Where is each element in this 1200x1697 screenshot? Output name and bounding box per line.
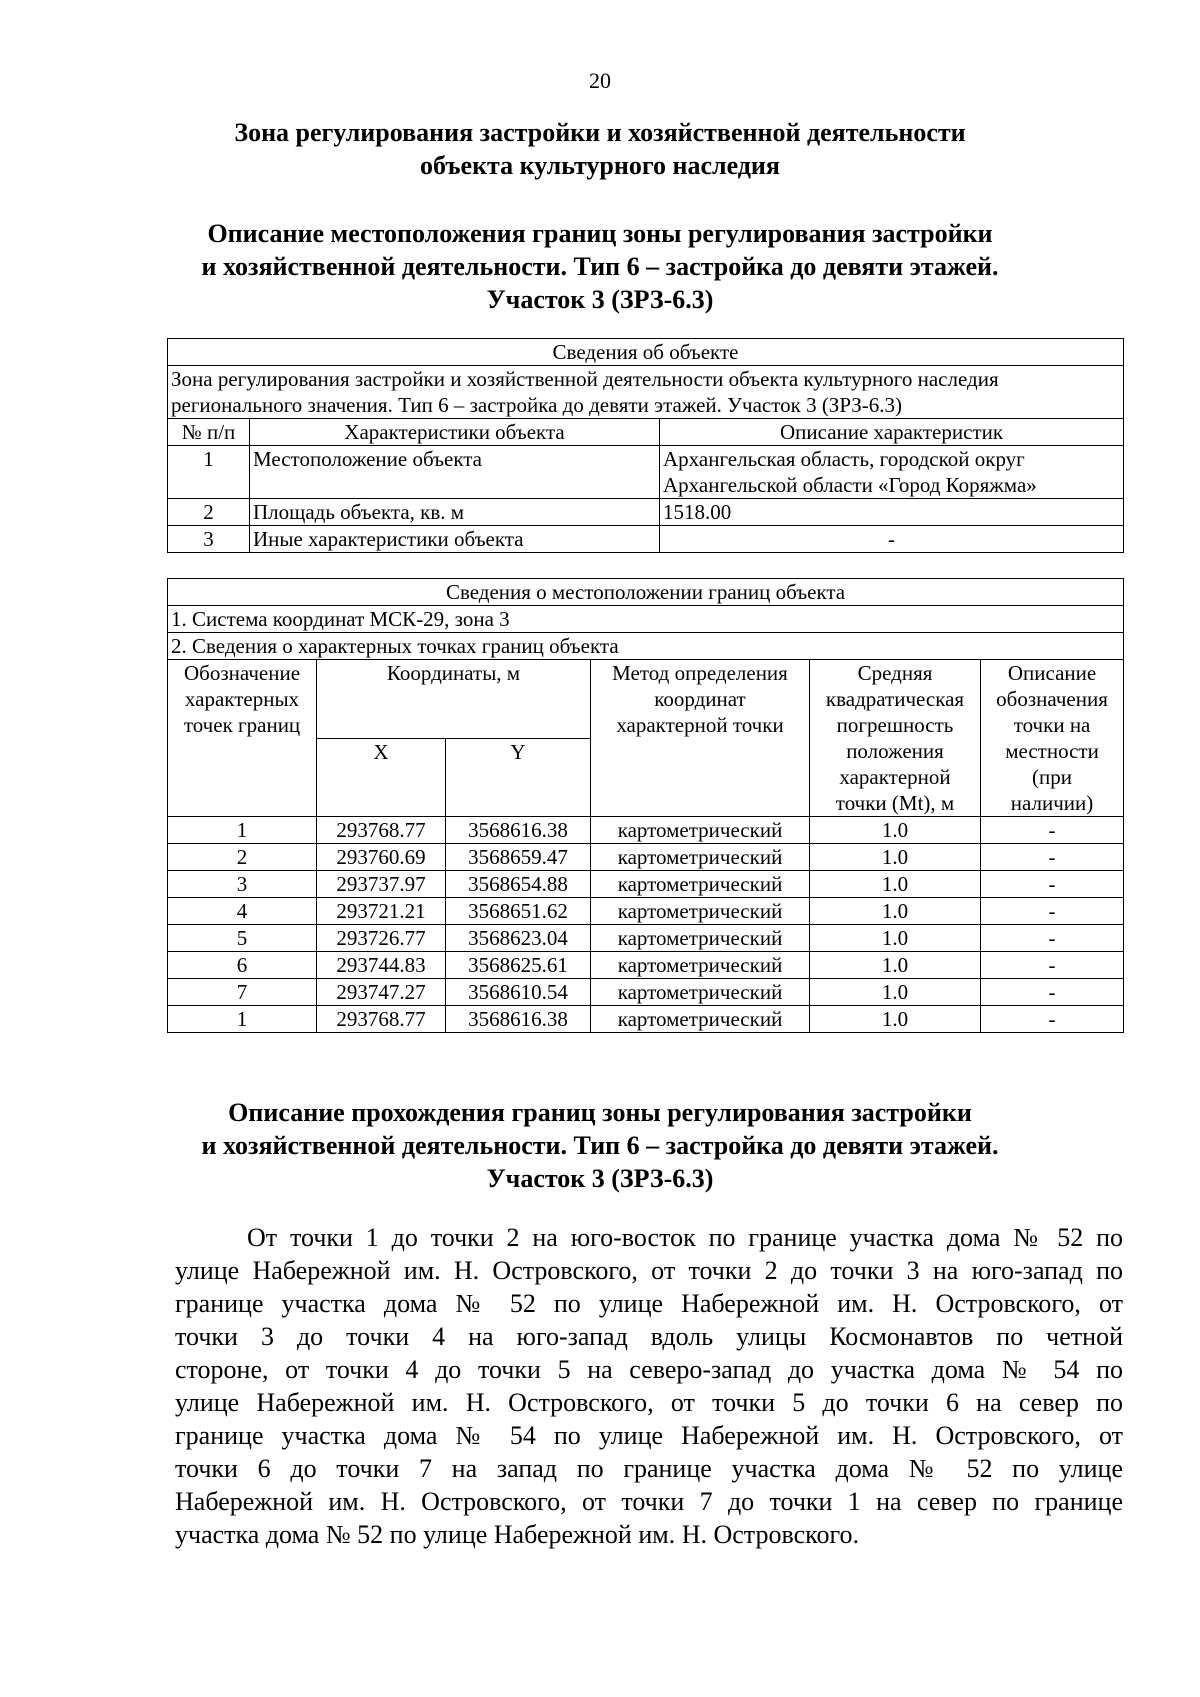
table-row xyxy=(168,1006,1124,1033)
coord-x: 293768.77 xyxy=(317,817,446,844)
page-number: 20 xyxy=(589,68,611,93)
method: картометрический xyxy=(591,952,810,979)
boundary-table-caption: Сведения о местоположении границ объекта xyxy=(168,579,1124,606)
point-designation: 6 xyxy=(168,952,317,979)
note: - xyxy=(981,844,1124,871)
mean-error: 1.0 xyxy=(810,1006,981,1033)
row-name: Иные характеристики объекта xyxy=(250,526,660,553)
table-row xyxy=(168,499,1124,526)
point-designation: 1 xyxy=(168,1006,317,1033)
method: картометрический xyxy=(591,844,810,871)
column-header-description: Описание характеристик xyxy=(660,419,1124,446)
row-value xyxy=(660,446,1124,499)
coord-y: 3568616.38 xyxy=(446,1006,591,1033)
coord-y: 3568659.47 xyxy=(446,844,591,871)
note: - xyxy=(981,871,1124,898)
table-row xyxy=(168,526,1124,553)
method: картометрический xyxy=(591,1006,810,1033)
header-line: характерной точки xyxy=(616,713,784,737)
table-row xyxy=(168,925,1124,952)
header-y: Y xyxy=(446,738,591,817)
heading-line: Описание местоположения границ зоны регулирования застройки xyxy=(207,219,993,248)
point-designation: 5 xyxy=(168,925,317,952)
coord-x: 293768.77 xyxy=(317,1006,446,1033)
coord-y: 3568623.04 xyxy=(446,925,591,952)
row-value: 1518.00 xyxy=(660,499,1124,526)
method: картометрический xyxy=(591,871,810,898)
table-row xyxy=(168,952,1124,979)
coord-y: 3568610.54 xyxy=(446,979,591,1006)
point-designation: 3 xyxy=(168,871,317,898)
header-line: местности xyxy=(1005,739,1099,763)
coord-x: 293760.69 xyxy=(317,844,446,871)
header-line: точки на xyxy=(1013,713,1091,737)
object-description-line: Зона регулирования застройки и хозяйственной деятельности объекта культурного наследия xyxy=(171,367,999,391)
note: - xyxy=(981,898,1124,925)
column-header-num: № п/п xyxy=(168,419,250,446)
title-line: объекта культурного наследия xyxy=(420,151,780,180)
row-value-line: Архангельская область, городской округ xyxy=(663,447,1025,471)
paragraph-line: точки 6 до точки 7 на запад по границе участка дома № 52 по улице xyxy=(175,1454,1123,1483)
title-line: Зона регулирования застройки и хозяйственной деятельности xyxy=(234,118,966,147)
mean-error: 1.0 xyxy=(810,898,981,925)
coord-x: 293726.77 xyxy=(317,925,446,952)
point-designation: 4 xyxy=(168,898,317,925)
header-line: характерной xyxy=(839,765,951,789)
header-error xyxy=(810,660,981,817)
mean-error: 1.0 xyxy=(810,871,981,898)
document-title xyxy=(150,116,1050,182)
coord-x: 293737.97 xyxy=(317,871,446,898)
boundary-passage-heading xyxy=(150,1096,1050,1195)
row-name: Местоположение объекта xyxy=(250,446,660,499)
heading-line: и хозяйственной деятельности. Тип 6 – застройка до девяти этажей. xyxy=(201,252,999,281)
object-info-table xyxy=(167,338,1124,553)
row-value-line: Архангельской области «Город Коряжма» xyxy=(663,473,1037,497)
row-value: - xyxy=(660,526,1124,553)
coord-y: 3568654.88 xyxy=(446,871,591,898)
mean-error: 1.0 xyxy=(810,817,981,844)
object-description xyxy=(168,366,1124,419)
table-row xyxy=(168,871,1124,898)
table-row xyxy=(168,979,1124,1006)
method: картометрический xyxy=(591,979,810,1006)
header-method xyxy=(591,660,810,817)
paragraph-line: От точки 1 до точки 2 на юго-восток по границе участка дома № 52 по xyxy=(247,1223,1123,1252)
table-row xyxy=(168,844,1124,871)
header-line: Обозначение xyxy=(183,661,301,685)
paragraph-line: стороне, от точки 4 до точки 5 на северо-запад до участка дома № 54 по xyxy=(175,1355,1123,1384)
paragraph-line: границе участка дома № 54 по улице Набережной им. Н. Островского, от xyxy=(175,1421,1123,1450)
header-line: точки (Mt), м xyxy=(835,791,955,815)
coord-y: 3568616.38 xyxy=(446,817,591,844)
header-note xyxy=(981,660,1124,817)
boundary-points-table xyxy=(167,578,1124,1033)
paragraph-line: Набережной им. Н. Островского, от точки 7 до точки 1 на север по границе xyxy=(175,1487,1123,1516)
row-num: 2 xyxy=(168,499,250,526)
table-row xyxy=(168,446,1124,499)
header-line: Метод определения xyxy=(612,661,788,685)
location-description-heading xyxy=(150,217,1050,316)
row-num: 3 xyxy=(168,526,250,553)
paragraph-line: участка дома № 52 по улице Набережной им. Н. Островского. xyxy=(175,1520,859,1549)
header-line: погрешность xyxy=(836,713,954,737)
header-line: наличии) xyxy=(1010,791,1094,815)
point-designation: 2 xyxy=(168,844,317,871)
heading-line: Участок 3 (ЗРЗ-6.3) xyxy=(486,1164,714,1193)
method: картометрический xyxy=(591,817,810,844)
header-line: положения xyxy=(846,739,944,763)
object-table-caption: Сведения об объекте xyxy=(168,339,1124,366)
table-row xyxy=(168,898,1124,925)
coord-y: 3568625.61 xyxy=(446,952,591,979)
header-line: Описание xyxy=(1007,661,1097,685)
header-line: точек границ xyxy=(183,713,301,737)
note: - xyxy=(981,952,1124,979)
mean-error: 1.0 xyxy=(810,925,981,952)
header-line: Средняя xyxy=(857,661,933,685)
header-x: X xyxy=(317,738,446,817)
coord-x: 293721.21 xyxy=(317,898,446,925)
paragraph-line: точки 3 до точки 4 на юго-запад вдоль улицы Космонавтов по четной xyxy=(175,1322,1123,1351)
paragraph-line: границе участка дома № 52 по улице Набережной им. Н. Островского, от xyxy=(175,1289,1123,1318)
note: - xyxy=(981,817,1124,844)
points-caption: 2. Сведения о характерных точках границ объекта xyxy=(168,633,1124,660)
boundary-description-paragraph xyxy=(175,1221,1123,1551)
note: - xyxy=(981,979,1124,1006)
column-header-characteristics: Характеристики объекта xyxy=(250,419,660,446)
row-num: 1 xyxy=(168,446,250,499)
mean-error: 1.0 xyxy=(810,979,981,1006)
note: - xyxy=(981,925,1124,952)
coordinate-system: 1. Система координат МСК-29, зона 3 xyxy=(168,606,1124,633)
header-point-designation xyxy=(168,660,317,817)
header-line: (при xyxy=(1032,765,1073,789)
header-line: координат xyxy=(654,687,746,711)
mean-error: 1.0 xyxy=(810,952,981,979)
header-line: характерных xyxy=(184,687,300,711)
header-line: обозначения xyxy=(996,687,1108,711)
mean-error: 1.0 xyxy=(810,844,981,871)
coord-x: 293747.27 xyxy=(317,979,446,1006)
method: картометрический xyxy=(591,925,810,952)
point-designation: 7 xyxy=(168,979,317,1006)
point-designation: 1 xyxy=(168,817,317,844)
header-line: квадратическая xyxy=(825,687,965,711)
paragraph-line: улице Набережной им. Н. Островского, от точки 2 до точки 3 на юго-запад по xyxy=(175,1256,1123,1285)
row-name: Площадь объекта, кв. м xyxy=(250,499,660,526)
coord-x: 293744.83 xyxy=(317,952,446,979)
heading-line: Описание прохождения границ зоны регулирования застройки xyxy=(228,1098,972,1127)
coord-y: 3568651.62 xyxy=(446,898,591,925)
header-coordinates: Координаты, м xyxy=(317,660,591,739)
object-description-line: регионального значения. Тип 6 – застройка до девяти этажей. Участок 3 (ЗРЗ-6.3) xyxy=(171,393,903,417)
heading-line: Участок 3 (ЗРЗ-6.3) xyxy=(486,285,714,314)
note: - xyxy=(981,1006,1124,1033)
method: картометрический xyxy=(591,898,810,925)
table-row xyxy=(168,817,1124,844)
heading-line: и хозяйственной деятельности. Тип 6 – застройка до девяти этажей. xyxy=(201,1131,999,1160)
paragraph-line: улице Набережной им. Н. Островского, от точки 5 до точки 6 на север по xyxy=(175,1388,1123,1417)
